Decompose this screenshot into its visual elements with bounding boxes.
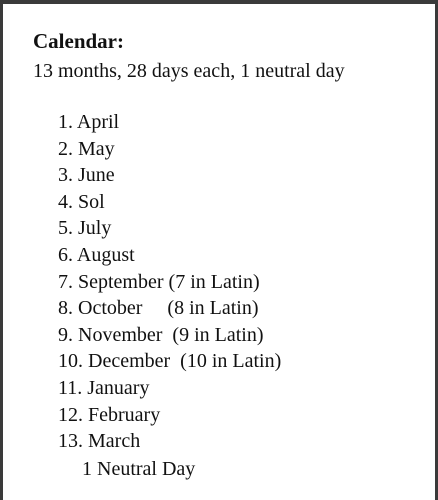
month-list xyxy=(58,109,281,455)
month-item: 11. January xyxy=(58,376,150,399)
month-item: 3. June xyxy=(58,164,115,187)
month-item: 13. March xyxy=(58,430,141,453)
month-item: 1. April xyxy=(58,111,120,133)
month-item: 5. July xyxy=(58,217,112,240)
month-item: 9. November (9 in Latin) xyxy=(58,323,264,346)
month-item: 12. February xyxy=(58,403,161,426)
calendar-subtitle: 13 months, 28 days each, 1 neutral day xyxy=(33,60,345,82)
month-item: 7. September (7 in Latin) xyxy=(58,270,260,293)
neutral-day-item: 1 Neutral Day xyxy=(82,458,196,480)
month-item: 2. May xyxy=(58,137,115,160)
month-item: 10. December (10 in Latin) xyxy=(58,350,282,373)
month-item: 6. August xyxy=(58,243,135,266)
calendar-title: Calendar: xyxy=(33,29,124,53)
month-item: 4. Sol xyxy=(58,190,105,213)
month-item: 8. October (8 in Latin) xyxy=(58,297,259,320)
